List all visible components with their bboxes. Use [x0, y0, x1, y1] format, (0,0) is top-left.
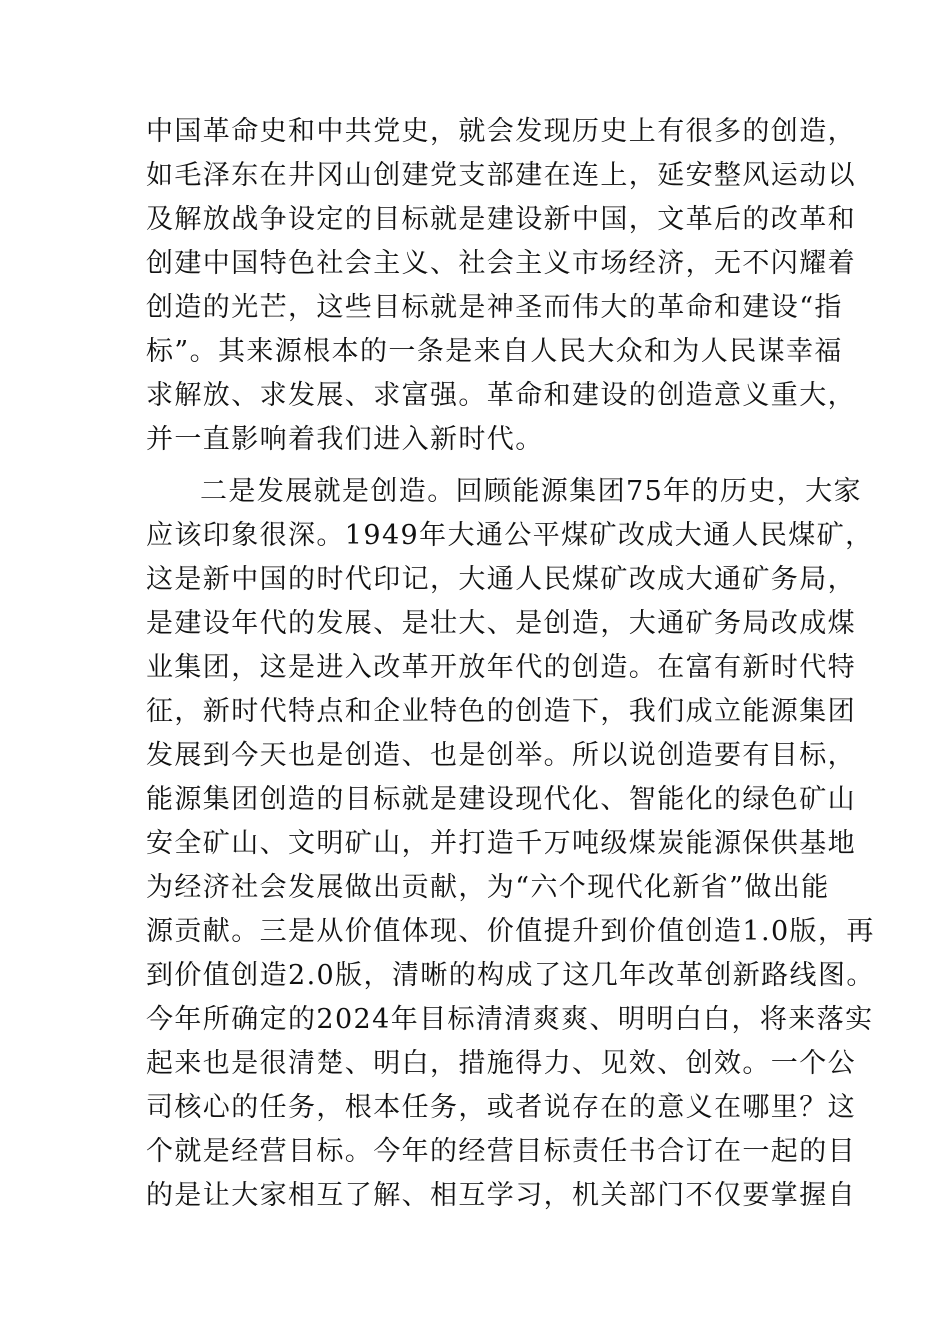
text-line: 的是让大家相互了解、相互学习，机关部门不仅要掌握自	[146, 1180, 856, 1211]
text-line: 业集团，这是进入改革开放年代的创造。在富有新时代特	[146, 652, 856, 683]
text-line: 个就是经营目标。今年的经营目标责任书合订在一起的目	[146, 1136, 856, 1167]
text-line: 是建设年代的发展、是壮大、是创造，大通矿务局改成煤	[146, 608, 856, 639]
text-line: 创造的光芒，这些目标就是神圣而伟大的革命和建设“指	[146, 292, 843, 323]
text-line: 这是新中国的时代印记，大通人民煤矿改成大通矿务局，	[146, 564, 856, 595]
text-line: 应该印象很深。1949年大通公平煤矿改成大通人民煤矿，	[146, 520, 874, 551]
text-line: 今年所确定的2024年目标清清爽爽、明明白白，将来落实	[146, 1004, 874, 1035]
text-line: 起来也是很清楚、明白，措施得力、见效、创效。一个公	[146, 1048, 856, 1079]
text-line: 发展到今天也是创造、也是创举。所以说创造要有目标，	[146, 740, 856, 771]
paragraph-first-line: 二是发展就是创造。回顾能源集团75年的历史，大家	[200, 476, 862, 507]
text-line: 为经济社会发展做出贡献，为“六个现代化新省”做出能	[146, 872, 830, 903]
text-line: 能源集团创造的目标就是建设现代化、智能化的绿色矿山	[146, 784, 856, 815]
text-line: 标”。其来源根本的一条是来自人民大众和为人民谋幸福	[146, 336, 843, 367]
text-line: 创建中国特色社会主义、社会主义市场经济，无不闪耀着	[146, 248, 856, 279]
text-line: 到价值创造2.0版，清晰的构成了这几年改革创新路线图。	[146, 960, 875, 991]
text-line: 及解放战争设定的目标就是建设新中国，文革后的改革和	[146, 204, 856, 235]
text-line: 如毛泽东在井冈山创建党支部建在连上，延安整风运动以	[146, 160, 856, 191]
text-line: 求解放、求发展、求富强。革命和建设的创造意义重大，	[146, 380, 856, 411]
text-line: 安全矿山、文明矿山，并打造千万吨级煤炭能源保供基地	[146, 828, 856, 859]
text-line: 中国革命史和中共党史，就会发现历史上有很多的创造，	[146, 116, 856, 147]
text-line: 司核心的任务，根本任务，或者说存在的意义在哪里？这	[146, 1092, 856, 1123]
text-line: 征，新时代特点和企业特色的创造下，我们成立能源集团	[146, 696, 856, 727]
text-line: 源贡献。三是从价值体现、价值提升到价值创造1.0版，再	[146, 916, 875, 947]
text-line: 并一直影响着我们进入新时代。	[146, 424, 544, 455]
